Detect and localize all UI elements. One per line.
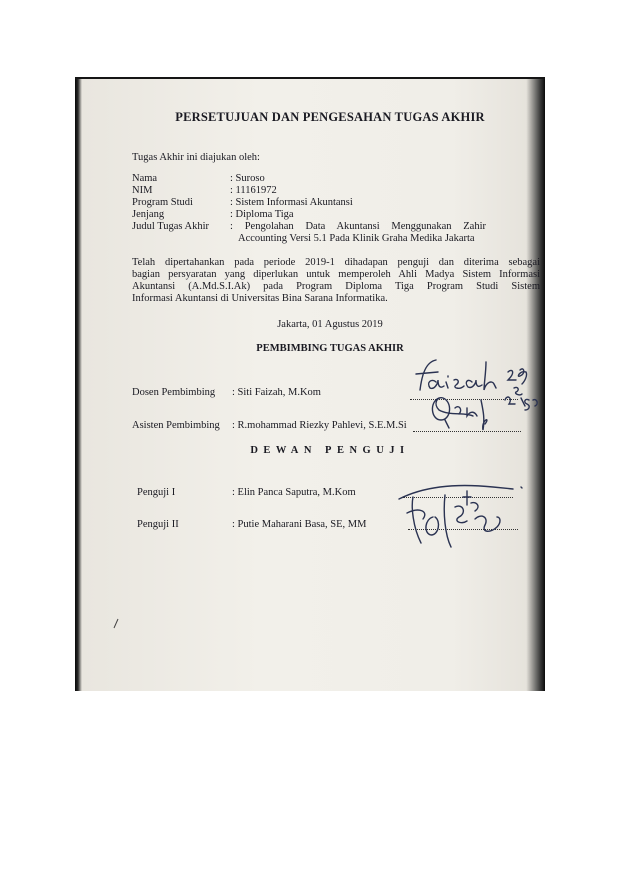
paragraph-line: Telah dipertahankan pada periode 2019-1 dihadapan penguji dan diterima sebagai <box>132 257 540 268</box>
signature-examiners <box>393 477 523 562</box>
field-label-jenjang: Jenjang <box>132 209 165 220</box>
field-value-nama: : Suroso <box>230 173 265 184</box>
examiner-role-1: Penguji I <box>137 487 176 498</box>
field-label-nama: Nama <box>132 173 158 184</box>
intro-text: Tugas Akhir ini diajukan oleh: <box>132 152 260 163</box>
examiner-name-1: : Elin Panca Saputra, M.Kom <box>232 487 356 498</box>
field-value-judul-continued: Accounting Versi 5.1 Pada Klinik Graha Medika Jakarta <box>238 233 475 244</box>
field-label-judul: Judul Tugas Akhir <box>132 221 210 232</box>
field-label-nim: NIM <box>132 185 153 196</box>
field-value-program-studi: : Sistem Informasi Akuntansi <box>230 197 353 208</box>
supervisor-role-asisten: Asisten Pembimbing <box>132 420 220 431</box>
examiner-role-2: Penguji II <box>137 519 179 530</box>
place-date: Jakarta, 01 Agustus 2019 <box>277 319 383 330</box>
document-title: PERSETUJUAN DAN PENGESAHAN TUGAS AKHIR <box>175 110 485 124</box>
supervisor-heading: PEMBIMBING TUGAS AKHIR <box>256 343 404 354</box>
field-label-program-studi: Program Studi <box>132 197 193 208</box>
paragraph-line: bagian persyaratan yang diperlukan untuk memperoleh Ahli Madya Sistem Informasi <box>132 269 540 280</box>
field-value-jenjang: : Diploma Tiga <box>230 209 294 220</box>
supervisor-name-asisten: : R.mohammad Riezky Pahlevi, S.E.M.Si <box>232 420 407 431</box>
supervisor-role-dosen: Dosen Pembimbing <box>132 387 216 398</box>
field-value-judul: : Pengolahan Data Akuntansi Menggunakan Zahir <box>230 221 486 232</box>
signature-pahlevi <box>425 390 545 438</box>
field-value-nim: : 11161972 <box>230 185 277 196</box>
examiner-name-2: : Putie Maharani Basa, SE, MM <box>232 519 367 530</box>
scan-mark <box>112 618 120 630</box>
examiner-heading: DEWAN PENGUJI <box>250 445 410 456</box>
approval-paragraph <box>132 257 540 305</box>
paragraph-line: Akuntansi (A.Md.S.I.Ak) pada Program Diploma Tiga Program Studi Sistem <box>132 281 540 292</box>
scanned-document <box>75 77 545 691</box>
supervisor-name-dosen: : Siti Faizah, M.Kom <box>232 387 321 398</box>
paragraph-line: Informasi Akuntansi di Universitas Bina Sarana Informatika. <box>132 293 388 304</box>
